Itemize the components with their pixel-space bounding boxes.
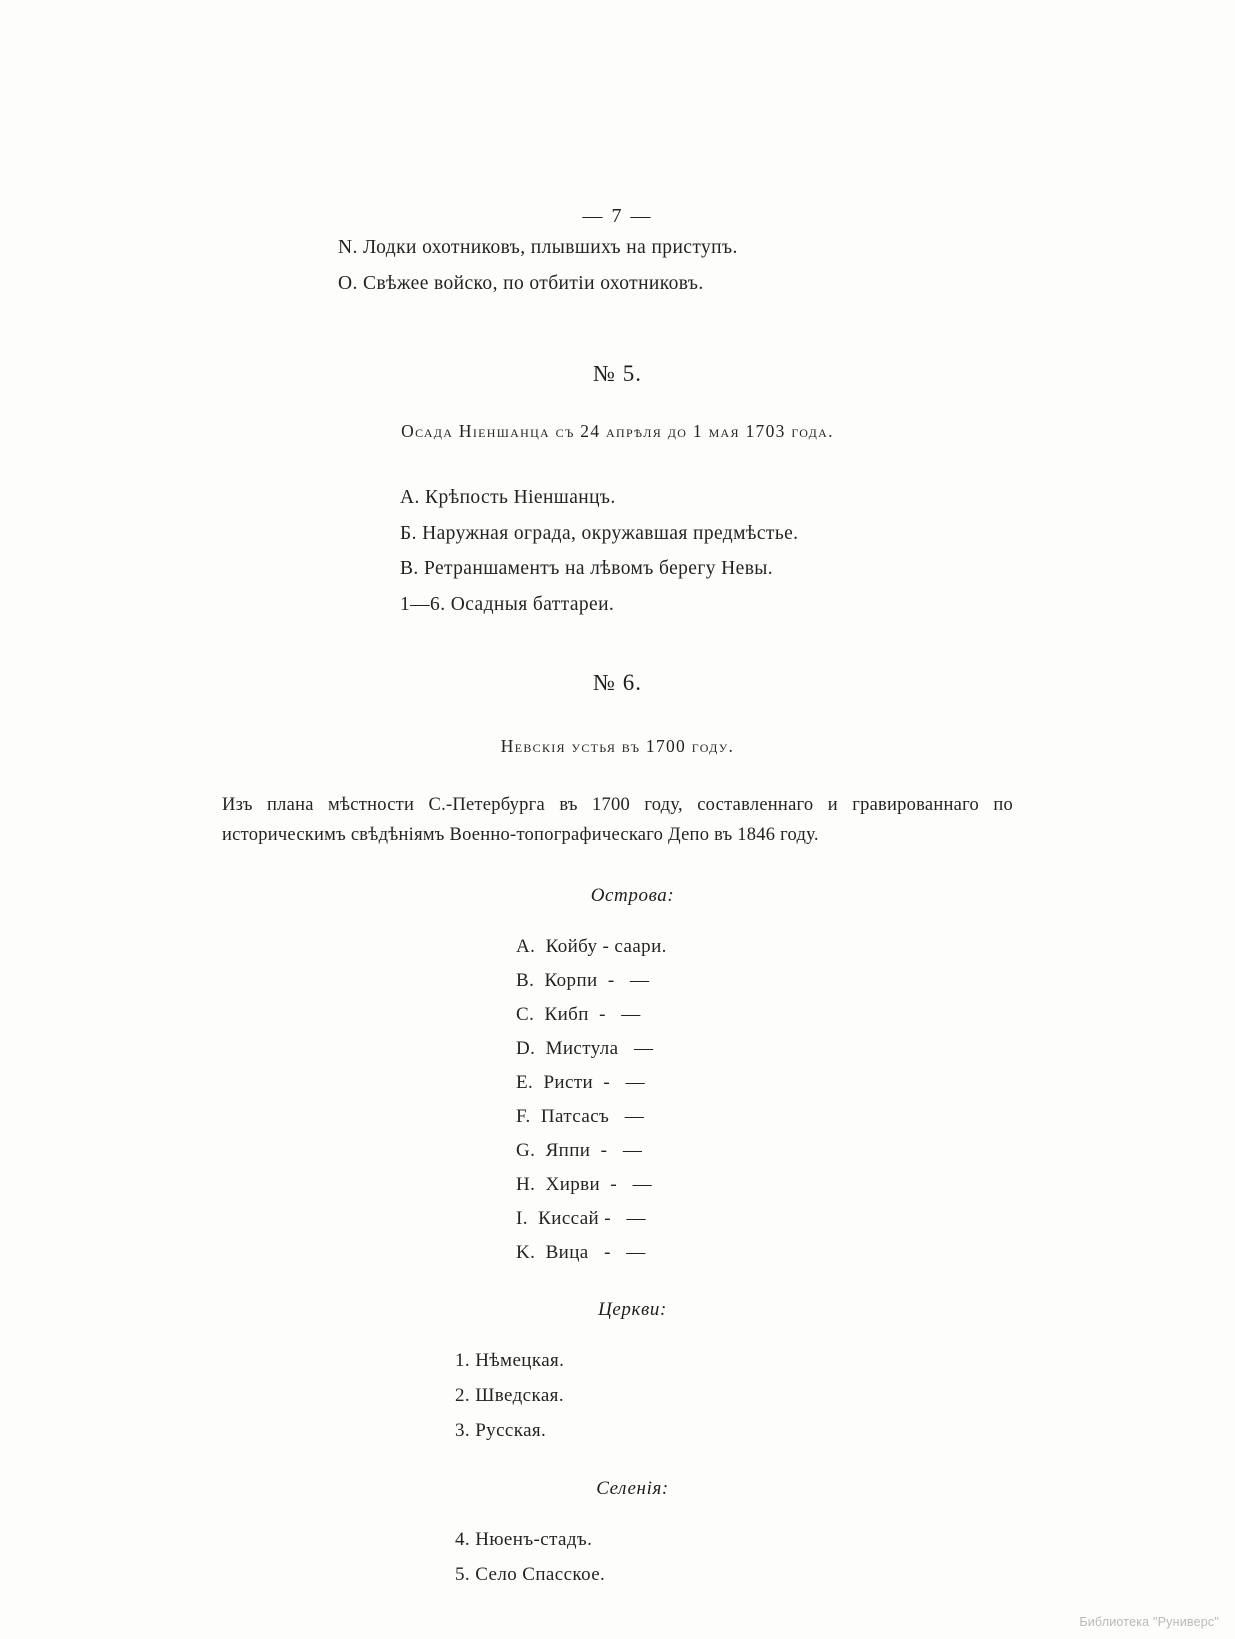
group-heading-settlements: Селенія: bbox=[596, 1477, 669, 1499]
list-item: H. Хирви - — bbox=[516, 1173, 652, 1195]
list-item: G. Яппи - — bbox=[516, 1139, 643, 1161]
group-heading-churches: Церкви: bbox=[598, 1298, 667, 1320]
legend-entry: Б. Наружная ограда, окружавшая предмѣстье. bbox=[400, 522, 799, 544]
list-item: A. Койбу - саари. bbox=[516, 935, 667, 957]
list-item: F. Патсасъ — bbox=[516, 1105, 645, 1127]
list-item: B. Корпи - — bbox=[516, 969, 650, 991]
list-item: I. Киссай - — bbox=[516, 1207, 646, 1229]
legend-entry: В. Ретраншаментъ на лѣвомъ берегу Невы. bbox=[400, 558, 774, 579]
section-5-caption: Осада Ніеншанца съ 24 апрѣля до 1 мая 1703 года. bbox=[401, 421, 834, 441]
list-item: K. Вица - — bbox=[516, 1241, 646, 1263]
legend-entry: 1—6. Осадныя баттареи. bbox=[400, 593, 615, 615]
section-5-title: № 5. bbox=[593, 361, 642, 386]
list-item: 4. Нюенъ-стадъ. bbox=[455, 1528, 593, 1550]
legend-entry: N. Лодки охотниковъ, плывшихъ на приступъ. bbox=[338, 237, 738, 258]
list-item: C. Кибп - — bbox=[516, 1003, 641, 1025]
legend-entry: O. Свѣжее войско, по отбитіи охотниковъ. bbox=[338, 272, 704, 294]
section-6-paragraph: Изъ плана мѣстности С.-Петербурга въ 1700 году, составленнаго и гравированнаго по историческимъ свѣдѣніямъ Военно-топографическаго Депо въ 1846 году. bbox=[222, 795, 1013, 845]
legend-entry: А. Крѣпость Ніеншанцъ. bbox=[400, 487, 616, 508]
library-watermark: Библиотека "Руниверс" bbox=[1079, 1615, 1219, 1629]
list-item: E. Ристи - — bbox=[516, 1071, 645, 1093]
list-item: 1. Нѣмецкая. bbox=[455, 1349, 565, 1371]
list-item: D. Мистула — bbox=[516, 1037, 654, 1059]
section-6-caption: Невскія устья въ 1700 году. bbox=[500, 736, 735, 756]
list-item: 3. Русская. bbox=[455, 1419, 547, 1441]
list-item: 5. Село Спасское. bbox=[455, 1563, 606, 1585]
list-item: 2. Шведская. bbox=[455, 1384, 564, 1406]
page-number: — 7 — bbox=[582, 205, 653, 227]
section-6-title: № 6. bbox=[593, 670, 642, 695]
page-content bbox=[0, 238, 1235, 1600]
group-heading-islands: Острова: bbox=[590, 884, 675, 906]
